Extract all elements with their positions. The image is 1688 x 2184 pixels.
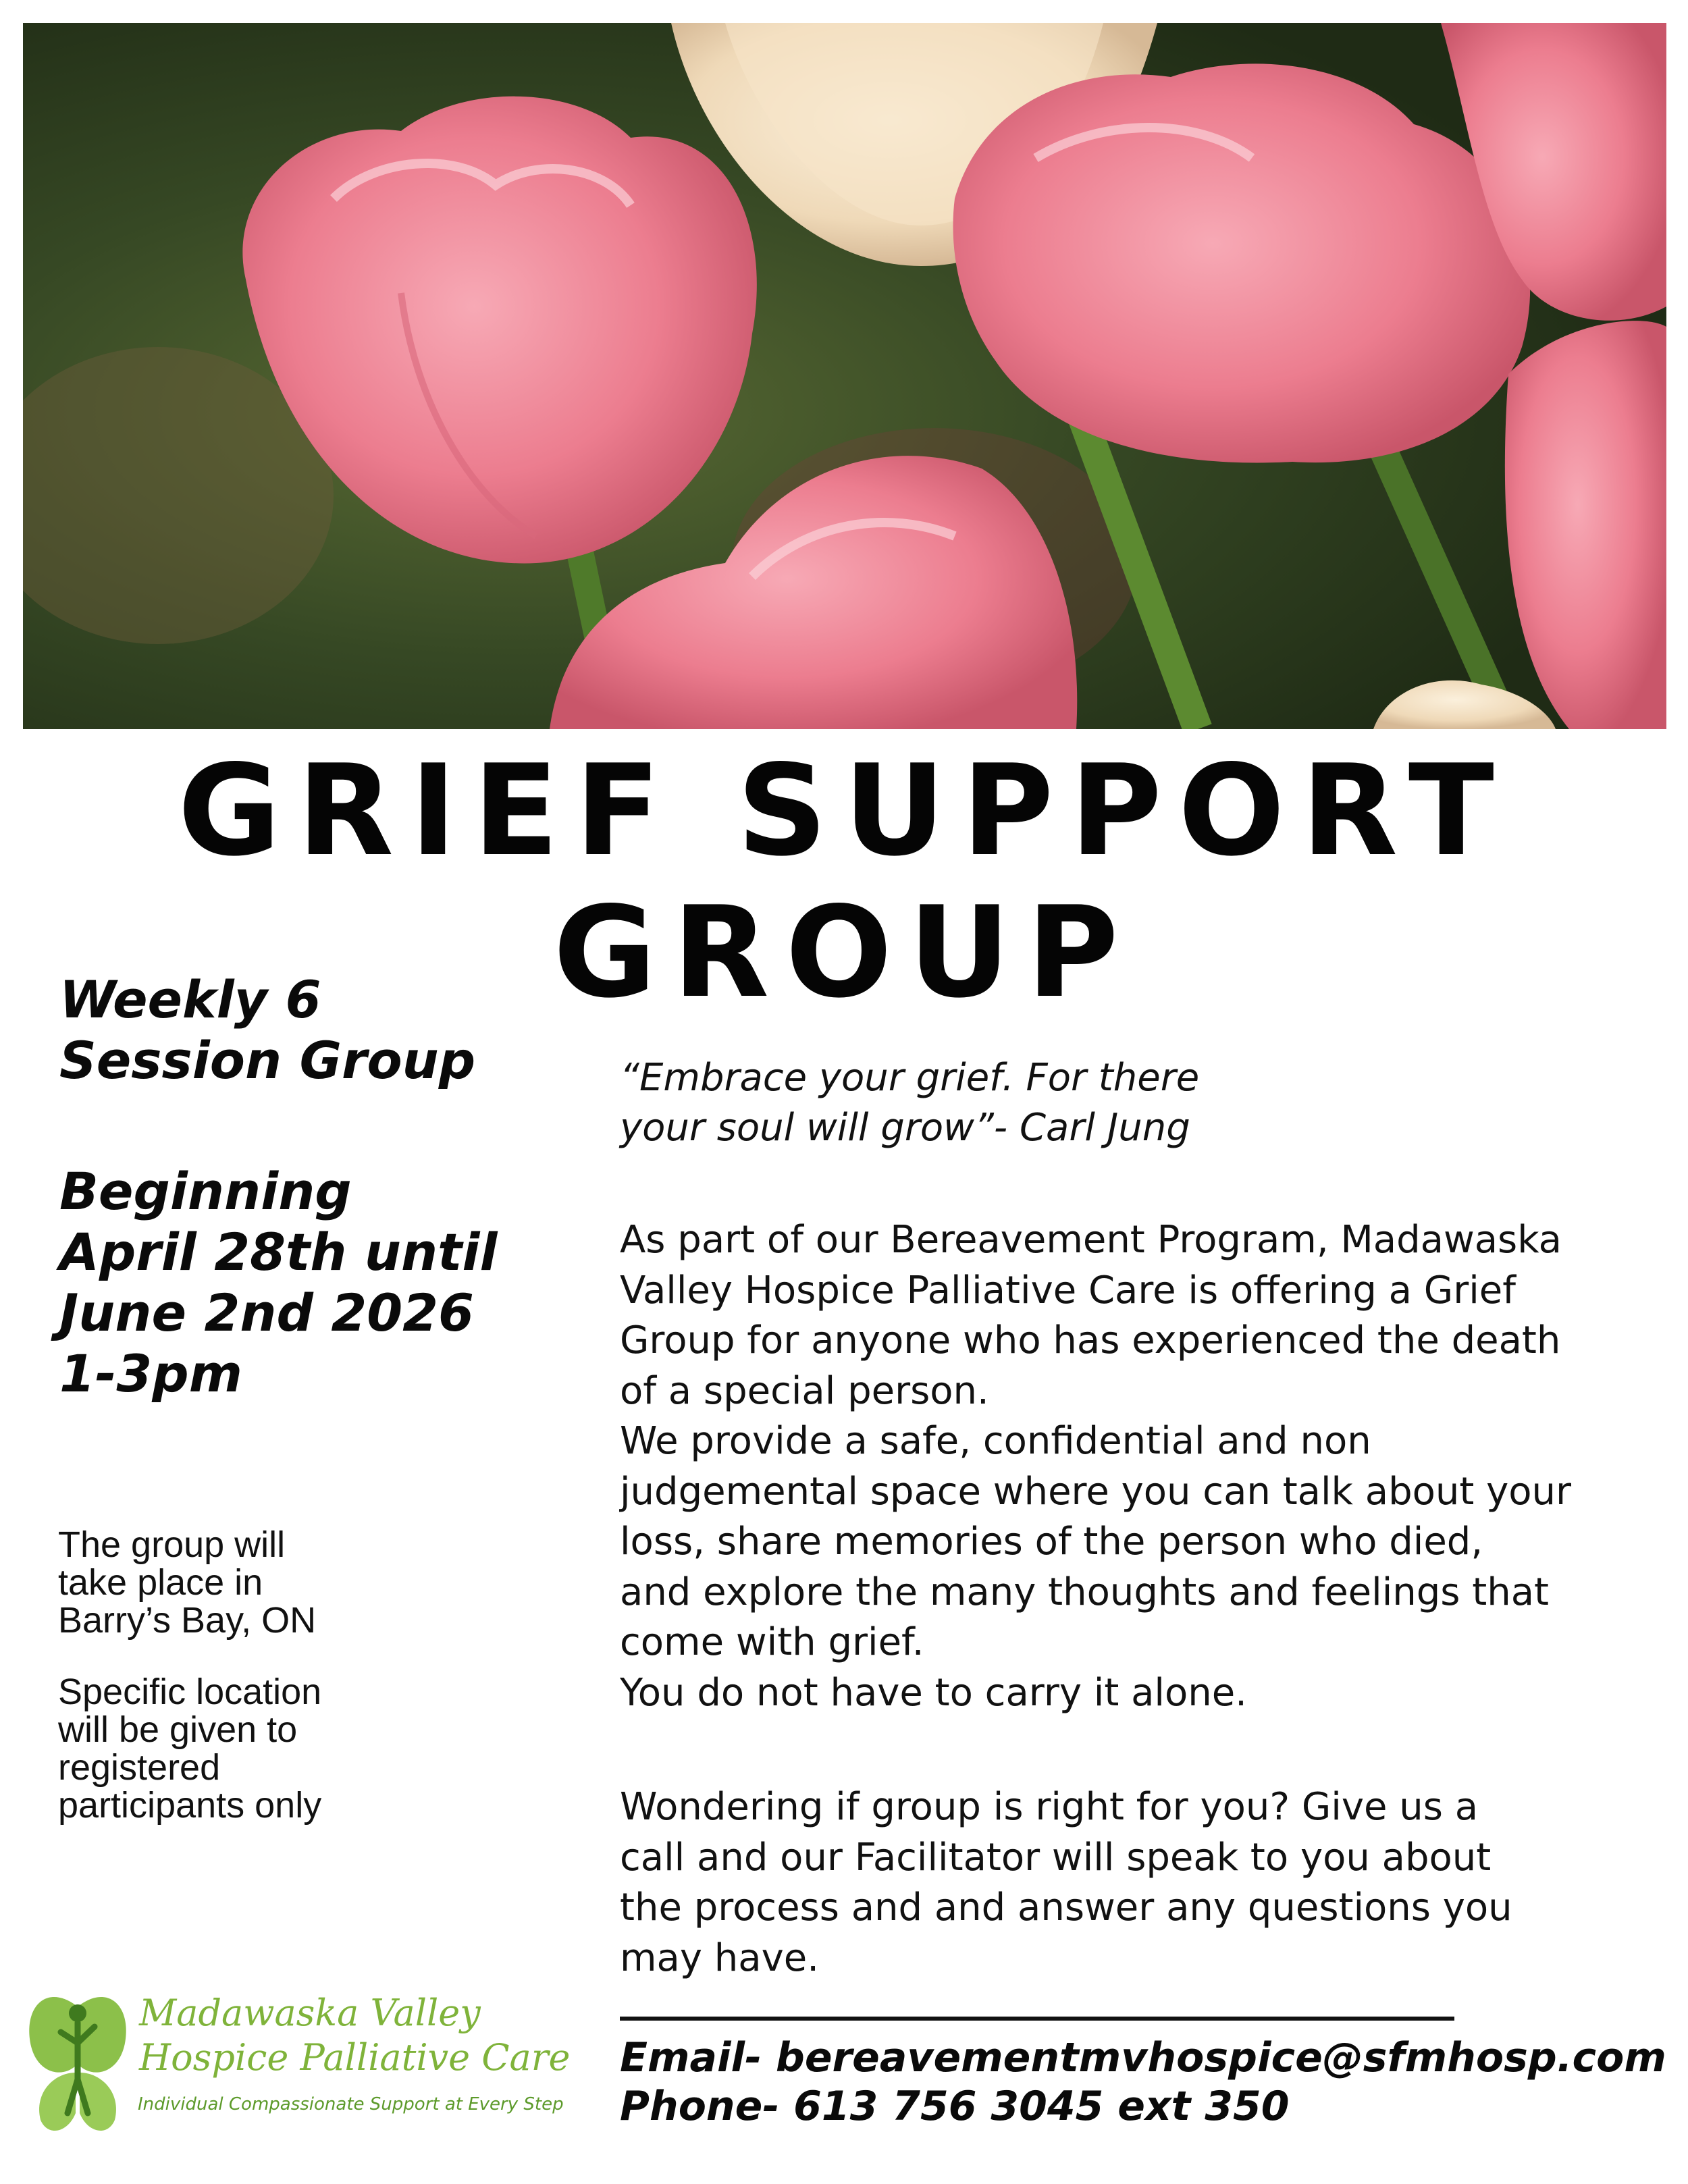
pink-tulips-photo	[23, 23, 1666, 729]
date-line: June 2nd 2026	[59, 1283, 474, 1343]
location-text	[58, 1526, 436, 1639]
body-line: and explore the many thoughts and feelings that	[620, 1570, 1549, 1614]
body-line: call and our Facilitator will speak to you about	[620, 1835, 1492, 1880]
location-note-line: will be given to	[58, 1709, 298, 1750]
quote-line: your soul will grow”- Carl Jung	[620, 1106, 1190, 1150]
logo-tagline: Individual Compassionate Support at Every Step	[138, 2094, 564, 2114]
divider	[620, 2017, 1454, 2021]
body-line: You do not have to carry it alone.	[620, 1670, 1247, 1715]
body-line: As part of our Bereavement Program, Madawaska	[620, 1218, 1562, 1262]
butterfly-person-icon	[20, 1978, 135, 2140]
quote-line: “Embrace your grief. For there	[620, 1056, 1200, 1100]
body-line: judgemental space where you can talk about your	[620, 1469, 1572, 1514]
page-title-line1: GRIEF SUPPORT	[178, 737, 1510, 884]
quote	[620, 1053, 1228, 1153]
program-description	[620, 1215, 1606, 1718]
body-line: come with grief.	[620, 1620, 924, 1664]
body-line: Wondering if group is right for you? Give us a	[620, 1785, 1479, 1829]
contact-email[interactable]: Email- bereavementmvhospice@sfmhosp.com	[620, 2034, 1666, 2081]
location-line: take place in	[58, 1562, 263, 1603]
time-line: 1-3pm	[59, 1343, 242, 1404]
date-line: April 28th until	[59, 1222, 498, 1282]
session-line: Session Group	[59, 1030, 476, 1090]
location-line: The group will	[58, 1524, 286, 1565]
body-line: Group for anyone who has experienced the death	[620, 1319, 1561, 1362]
location-note-line: Specific location	[58, 1672, 322, 1712]
call-to-action	[620, 1782, 1606, 1983]
hero-image	[23, 23, 1666, 729]
contact-phone[interactable]: Phone- 613 756 3045 ext 350	[620, 2083, 1290, 2130]
location-note-line: participants only	[58, 1785, 322, 1826]
page-title-line2: GROUP	[553, 879, 1135, 1026]
location-line: Barry’s Bay, ON	[58, 1600, 317, 1641]
date-info	[59, 1161, 546, 1404]
date-line: Beginning	[59, 1161, 352, 1221]
body-line: of a special person.	[620, 1368, 989, 1413]
body-line: the process and and answer any questions you	[620, 1886, 1512, 1929]
session-line: Weekly 6	[59, 969, 321, 1030]
session-info	[59, 969, 546, 1091]
logo-name-line1: Madawaska Valley	[139, 1992, 481, 2034]
location-note	[58, 1673, 436, 1824]
hospice-logo	[20, 1978, 594, 2140]
location-note-line: registered	[58, 1747, 221, 1788]
body-line: may have.	[620, 1936, 820, 1980]
body-line: We provide a safe, confidential and non	[620, 1419, 1371, 1463]
body-line: Valley Hospice Palliative Care is offering a Grief	[620, 1268, 1516, 1312]
body-line: loss, share memories of the person who died,	[620, 1520, 1483, 1564]
logo-name-line2: Hospice Palliative Care	[139, 2036, 571, 2079]
